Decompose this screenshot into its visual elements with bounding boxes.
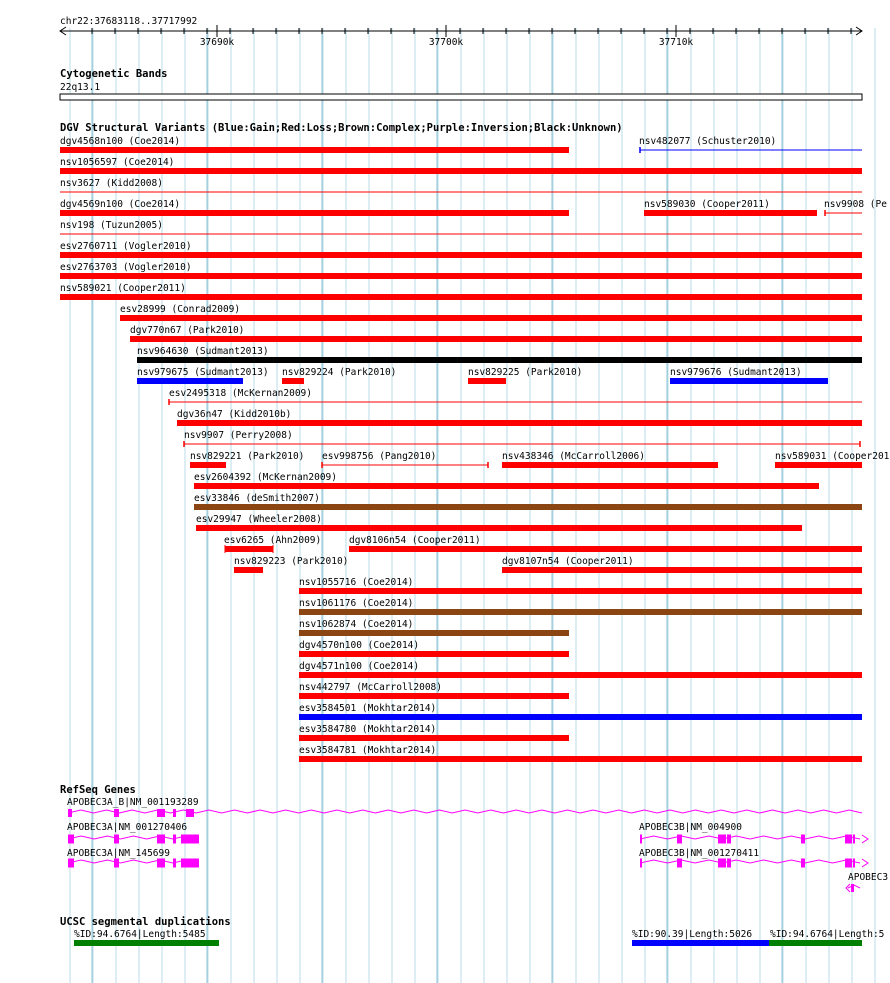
- cytoband-bar: [60, 94, 862, 100]
- gene-exon[interactable]: [114, 835, 119, 844]
- gene-exon[interactable]: [181, 835, 199, 844]
- gene-exon[interactable]: [851, 884, 854, 892]
- gene-strand-arrow-icon: [862, 859, 868, 867]
- dgv-feature-bar[interactable]: [120, 315, 862, 321]
- dgv-feature-bar[interactable]: [468, 378, 506, 384]
- dgv-feature-bar[interactable]: [194, 483, 819, 489]
- gene-exon[interactable]: [718, 859, 726, 868]
- dgv-feature-label: dgv770n67 (Park2010): [130, 325, 245, 336]
- segdup-feature-bar[interactable]: [74, 940, 219, 946]
- gene-intron-line: [68, 836, 199, 839]
- dgv-feature-label: nsv829224 (Park2010): [282, 367, 397, 378]
- dgv-feature-label: esv6265 (Ahn2009): [224, 535, 322, 546]
- gene-exon[interactable]: [640, 835, 642, 844]
- segdup-feature-label: %ID:90.39|Length:5026: [632, 929, 753, 940]
- dgv-feature-label: nsv198 (Tuzun2005): [60, 220, 163, 231]
- dgv-feature-label: esv2763703 (Vogler2010): [60, 262, 192, 273]
- dgv-feature-bar[interactable]: [299, 756, 862, 762]
- refseq-track-title: RefSeq Genes: [60, 784, 136, 796]
- dgv-feature-label: esv3584501 (Mokhtar2014): [299, 703, 437, 714]
- dgv-feature-bar[interactable]: [502, 462, 718, 468]
- dgv-feature-label: nsv829225 (Park2010): [468, 367, 583, 378]
- segdup-track-title: UCSC segmental duplications: [60, 916, 231, 928]
- dgv-feature-label: dgv8107n54 (Cooper2011): [502, 556, 634, 567]
- dgv-feature-label: nsv442797 (McCarroll2008): [299, 682, 442, 693]
- dgv-feature-label: nsv979675 (Sudmant2013): [137, 367, 269, 378]
- cytoband-label: 22q13.1: [60, 82, 101, 93]
- gene-exon[interactable]: [68, 809, 72, 817]
- dgv-feature-bar[interactable]: [299, 651, 569, 657]
- dgv-feature-bar[interactable]: [190, 462, 226, 468]
- dgv-feature-bar[interactable]: [670, 378, 828, 384]
- dgv-feature-label: nsv1062874 (Coe2014): [299, 619, 414, 630]
- dgv-feature-label: nsv3627 (Kidd2008): [60, 178, 163, 189]
- ruler-tick-label: 37690k: [199, 37, 235, 48]
- gene-label: APOBEC3: [848, 872, 889, 883]
- gene-exon[interactable]: [157, 859, 165, 868]
- gene-exon[interactable]: [181, 859, 199, 868]
- dgv-feature-label: nsv979676 (Sudmant2013): [670, 367, 802, 378]
- dgv-feature-label: esv3584780 (Mokhtar2014): [299, 724, 437, 735]
- segdup-feature-bar[interactable]: [632, 940, 769, 946]
- dgv-feature-bar[interactable]: [299, 609, 862, 615]
- dgv-feature-label: nsv589021 (Cooper2011): [60, 283, 186, 294]
- gene-exon[interactable]: [173, 859, 176, 868]
- dgv-feature-label: nsv1055716 (Coe2014): [299, 577, 414, 588]
- dgv-feature-bar[interactable]: [60, 147, 569, 153]
- gene-exon[interactable]: [845, 859, 852, 868]
- location-label: chr22:37683118..37717992: [60, 16, 198, 27]
- dgv-feature-bar[interactable]: [194, 504, 862, 510]
- gene-exon[interactable]: [68, 859, 74, 868]
- dgv-feature-bar[interactable]: [775, 462, 862, 468]
- dgv-feature-bar[interactable]: [130, 336, 862, 342]
- dgv-feature-bar[interactable]: [282, 378, 304, 384]
- segdup-feature-label: %ID:94.6764|Length:5485: [74, 929, 206, 940]
- dgv-feature-bar[interactable]: [299, 693, 569, 699]
- dgv-feature-bar[interactable]: [349, 546, 862, 552]
- gene-exon[interactable]: [727, 859, 731, 868]
- gene-label: APOBEC3B|NM_004900: [639, 822, 742, 833]
- dgv-feature-label: nsv589031 (Cooper201: [775, 451, 890, 462]
- gene-exon[interactable]: [845, 835, 852, 844]
- dgv-feature-label: nsv829223 (Park2010): [234, 556, 349, 567]
- dgv-feature-label: nsv482077 (Schuster2010): [639, 136, 777, 147]
- segdup-feature-label: %ID:94.6764|Length:5: [770, 929, 885, 940]
- segdup-feature-bar[interactable]: [769, 940, 862, 946]
- gene-exon[interactable]: [114, 859, 119, 868]
- dgv-feature-bar[interactable]: [299, 588, 862, 594]
- cytoband-track-title: Cytogenetic Bands: [60, 68, 168, 80]
- gene-exon[interactable]: [853, 859, 855, 868]
- dgv-feature-bar[interactable]: [60, 252, 862, 258]
- gene-intron-line: [640, 836, 860, 839]
- gene-intron-line: [640, 860, 860, 863]
- gene-exon[interactable]: [157, 809, 165, 817]
- dgv-feature-bar[interactable]: [502, 567, 862, 573]
- dgv-feature-bar[interactable]: [299, 630, 569, 636]
- dgv-feature-bar[interactable]: [644, 210, 817, 216]
- gene-exon[interactable]: [801, 859, 805, 868]
- gene-exon[interactable]: [677, 835, 682, 844]
- dgv-feature-label: dgv36n47 (Kidd2010b): [177, 409, 292, 420]
- dgv-feature-label: nsv1061176 (Coe2014): [299, 598, 414, 609]
- dgv-feature-bar[interactable]: [137, 357, 862, 363]
- dgv-feature-label: esv2495318 (McKernan2009): [169, 388, 312, 399]
- gene-label: APOBEC3B|NM_001270411: [639, 848, 760, 859]
- dgv-feature-label: esv28999 (Conrad2009): [120, 304, 241, 315]
- dgv-feature-label: nsv438346 (McCarroll2006): [502, 451, 645, 462]
- dgv-feature-label: esv3584781 (Mokhtar2014): [299, 745, 437, 756]
- dgv-feature-label: esv33846 (deSmith2007): [194, 493, 320, 504]
- dgv-feature-label: esv29947 (Wheeler2008): [196, 514, 322, 525]
- ruler-tick-label: 37700k: [428, 37, 464, 48]
- dgv-feature-label: nsv1056597 (Coe2014): [60, 157, 175, 168]
- dgv-track-title: DGV Structural Variants (Blue:Gain;Red:Loss;Brown:Complex;Purple:Inversion;Black:Unknown): [60, 122, 623, 134]
- gene-exon[interactable]: [727, 835, 731, 844]
- dgv-feature-bar[interactable]: [234, 567, 263, 573]
- gene-exon[interactable]: [640, 859, 642, 868]
- gene-strand-arrow-icon: [862, 835, 868, 843]
- dgv-feature-label: dgv8106n54 (Cooper2011): [349, 535, 481, 546]
- gene-exon[interactable]: [68, 835, 74, 844]
- gene-exon[interactable]: [853, 835, 855, 844]
- gene-exon[interactable]: [173, 835, 176, 844]
- dgv-feature-bar[interactable]: [299, 672, 862, 678]
- gene-exon[interactable]: [718, 835, 726, 844]
- gene-exon[interactable]: [801, 835, 805, 844]
- dgv-feature-bar[interactable]: [299, 714, 862, 720]
- gene-exon[interactable]: [677, 859, 682, 868]
- dgv-feature-label: nsv9908 (Pe: [824, 199, 887, 210]
- dgv-feature-label: dgv4570n100 (Coe2014): [299, 640, 420, 651]
- dgv-feature-label: dgv4571n100 (Coe2014): [299, 661, 420, 672]
- dgv-feature-bar[interactable]: [60, 210, 569, 216]
- gene-exon[interactable]: [114, 809, 119, 817]
- dgv-feature-label: nsv9907 (Perry2008): [184, 430, 293, 441]
- dgv-feature-label: dgv4569n100 (Coe2014): [60, 199, 181, 210]
- gene-exon[interactable]: [186, 809, 194, 817]
- dgv-feature-bar[interactable]: [196, 525, 802, 531]
- dgv-feature-label: esv998756 (Pang2010): [322, 451, 437, 462]
- dgv-feature-label: dgv4568n100 (Coe2014): [60, 136, 181, 147]
- dgv-feature-label: esv2760711 (Vogler2010): [60, 241, 192, 252]
- dgv-feature-bar[interactable]: [60, 273, 862, 279]
- ruler-tick-label: 37710k: [658, 37, 694, 48]
- gene-label: APOBEC3A_B|NM_001193289: [67, 797, 199, 808]
- gene-exon[interactable]: [157, 835, 165, 844]
- dgv-feature-bar[interactable]: [60, 294, 862, 300]
- gene-intron-line: [68, 860, 199, 863]
- gene-label: APOBEC3A|NM_145699: [67, 848, 170, 859]
- dgv-feature-bar[interactable]: [60, 168, 862, 174]
- dgv-feature-label: nsv589030 (Cooper2011): [644, 199, 770, 210]
- dgv-feature-bar[interactable]: [225, 546, 273, 552]
- gene-label: APOBEC3A|NM_001270406: [67, 822, 188, 833]
- dgv-feature-label: esv2604392 (McKernan2009): [194, 472, 337, 483]
- dgv-feature-bar[interactable]: [137, 378, 243, 384]
- dgv-feature-bar[interactable]: [299, 735, 569, 741]
- gene-exon[interactable]: [173, 809, 176, 817]
- dgv-feature-bar[interactable]: [177, 420, 862, 426]
- dgv-feature-label: nsv829221 (Park2010): [190, 451, 305, 462]
- dgv-feature-label: nsv964630 (Sudmant2013): [137, 346, 269, 357]
